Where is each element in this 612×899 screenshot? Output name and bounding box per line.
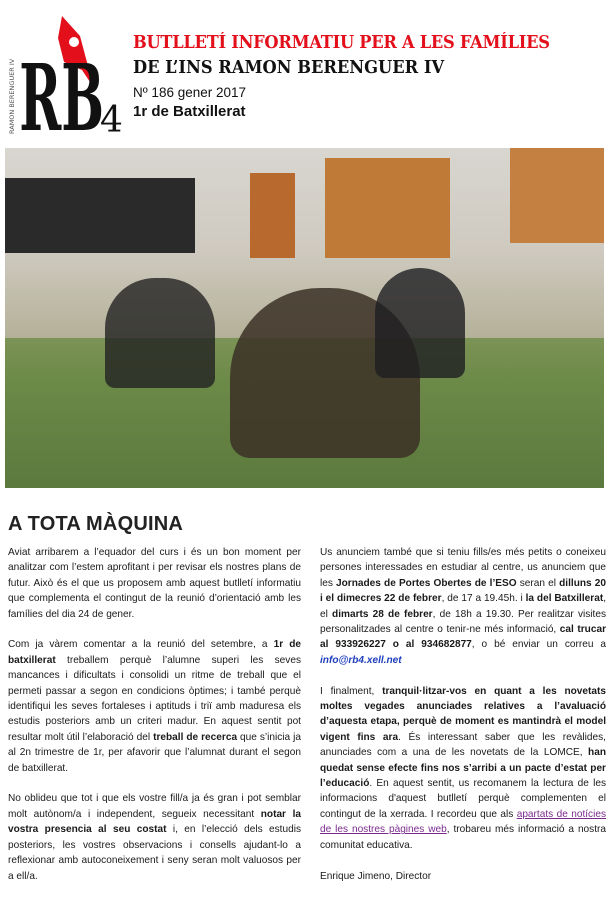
issue-number: Nº 186 gener 2017 xyxy=(133,85,247,100)
article-paragraph xyxy=(8,637,301,776)
article-paragraph xyxy=(320,869,606,884)
text: , el xyxy=(320,593,607,620)
bold-text: dimarts 28 de febrer xyxy=(332,608,433,620)
text: Aviat arribarem a l’equador del curs i és un bon moment per analitzar com l’estem aprofitant i per revisar els nostres plans de futur. Això és el que us proposem amb aquest butlletí informatiu que complementa el contingut de la reunió d’orientació amb les famílies del dia 24 de gener. xyxy=(8,547,301,620)
text: , de 18h a 19.30. Per realitzar visites personalitzades al centre o tenir-ne més informació, xyxy=(320,608,606,636)
email-link[interactable]: info@rb4.xell.net xyxy=(320,654,402,666)
article-paragraph xyxy=(8,545,301,622)
text: i, en l’elecció dels estudis posteriors, les vostres observacions i consells ajudant-lo a reflexionar amb autoconeixement i seny seran molt valuosos per a ell/a. xyxy=(8,824,302,882)
text: treballem perquè l’alumne superi les seves mancances i dificultats i consolidi un ritme de treball que el permeti passar a segon en condicions òptimes; i també perquè identifiqui les seves fortaleses i aptituds i triï amb maduresa els estudis posteriors amb un criteri madur. En aquest sentit pot resultar molt útil l’elaboració del xyxy=(8,654,301,743)
text: Us anunciem també que si teniu fills/es més petits o coneixeu persones interessades en estudiar al centre, us anunciem que les xyxy=(320,547,606,589)
text: Com ja vàrem comentar a la reunió del setembre, a xyxy=(8,639,274,651)
text: , o bé enviar un correu a xyxy=(471,639,606,651)
article-paragraph xyxy=(320,684,606,853)
bold-text: dilluns 20 i el dimecres 22 de febrer xyxy=(320,577,606,605)
article-left-column xyxy=(8,545,301,899)
logo-letters: RB xyxy=(19,43,105,137)
text: . En aquest sentit, us recomanem la lectura de les informacions d'aquest butlletí perquè complementen el contingut de la xerrada. I recordeu que als xyxy=(320,778,606,820)
text: , trobareu més informació a nostra comunitat educativa. xyxy=(320,824,606,851)
article-right-column xyxy=(320,545,606,899)
class-photo xyxy=(5,148,604,488)
text: . És interessant saber que les revàlides, anunciades com a una de les novetats de la LOMCE, xyxy=(320,731,606,759)
bold-text: han quedat sense efecte fins nos s’arribi a un pacte d’estat per l’educació xyxy=(320,747,606,790)
course-level: 1r de Batxillerat xyxy=(133,103,246,120)
bold-text: Jornades de Portes Obertes de l’ESO xyxy=(336,577,517,589)
text: que s’inicia ja al 2n trimestre de 1r, per afavorir que l’alumnat durant el segon de batxillerat. xyxy=(8,731,302,774)
logo-number: 4 xyxy=(100,100,123,137)
news-pages-link[interactable]: apartats de notícies de les nostres pàgines web xyxy=(320,808,606,836)
newsletter-title: BUTLLETÍ INFORMATIU PER A LES FAMÍLIES xyxy=(133,33,550,53)
bold-text: 1r de batxillerat xyxy=(8,639,301,666)
text: I finalment, xyxy=(320,685,383,697)
school-name: DE L’INS RAMON BERENGUER IV xyxy=(133,58,445,78)
text: , de 17 a 19.45h. i xyxy=(441,593,526,605)
bold-text: la del Batxillerat xyxy=(525,593,604,605)
school-logo xyxy=(6,12,128,137)
text: Enrique Jimeno, Director xyxy=(320,870,432,882)
article-heading: A TOTA MÀQUINA xyxy=(8,513,184,535)
text: No oblideu que tot i que els vostre fill/a ja és gran i pot semblar molt autònom/a i independent, segueix necessitant xyxy=(8,793,301,820)
bold-text: treball de recerca xyxy=(153,731,238,743)
bold-text: cal trucar al 933926227 o al 934682877 xyxy=(320,624,606,651)
logo-vertical-text: RAMON BERENGUER IV xyxy=(8,58,16,134)
article-paragraph xyxy=(320,545,606,668)
article-paragraph xyxy=(8,791,301,883)
bold-text: tranquil·litzar-vos en quant a les novetats moltes vegades anunciades relatives a l’avaluació d’aquesta etapa, perquè de moment es mantindrà el model vigent fins ara xyxy=(320,685,606,743)
bold-text: notar la vostra presencia al seu costat xyxy=(8,808,301,836)
text: seran el xyxy=(516,577,560,589)
